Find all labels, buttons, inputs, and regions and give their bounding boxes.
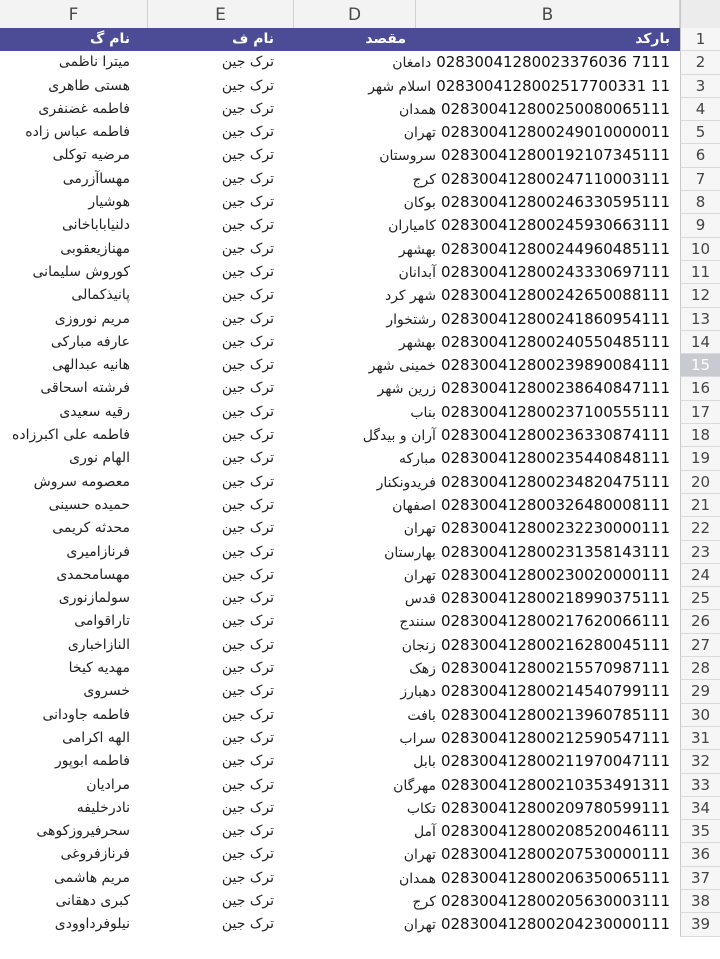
cell-name[interactable]: میترا ناظمی	[58, 54, 130, 71]
cell-name[interactable]: فاطمه ابوپور	[54, 753, 130, 770]
table-row	[0, 657, 720, 680]
cell-name[interactable]: فرنازامیری	[66, 543, 130, 560]
cell-name[interactable]: مرادیان	[86, 776, 130, 793]
cell-destination: بهارستان	[384, 544, 436, 561]
row-number[interactable]: 33	[680, 774, 720, 797]
cell-barcode: 028300412800238640847111	[440, 379, 670, 398]
cell-barcode: 028300412800211970047111	[440, 752, 670, 771]
cell-destination-barcode[interactable]	[294, 98, 680, 121]
row-number[interactable]: 35	[680, 820, 720, 843]
cell-name[interactable]: مهنازیعقوبی	[60, 240, 130, 257]
row-number[interactable]: 1	[680, 28, 720, 51]
row-number[interactable]: 37	[680, 867, 720, 890]
cell-name[interactable]: معصومه سروش	[33, 473, 130, 490]
cell-sender[interactable]: ترک جین	[221, 683, 274, 700]
cell-destination-barcode[interactable]	[294, 144, 680, 167]
cell-name[interactable]: هستی طاهری	[48, 77, 130, 94]
cell-destination-barcode[interactable]	[294, 564, 680, 587]
row-number[interactable]: 12	[680, 284, 720, 307]
cell-destination: تهران	[403, 567, 436, 584]
table-row	[0, 843, 720, 866]
cell-destination: بافت	[407, 707, 436, 724]
cell-destination-barcode[interactable]	[294, 377, 680, 400]
cell-barcode: 028300412800242650088111	[440, 286, 670, 305]
cell-destination-barcode[interactable]	[294, 308, 680, 331]
cell-destination: رشتخوار	[386, 311, 436, 328]
cell-sender[interactable]: ترک جین	[221, 124, 274, 141]
cell-name[interactable]: هوشیار	[88, 194, 130, 211]
cell-name[interactable]: نیلوفرداوودی	[54, 916, 130, 933]
row-number[interactable]: 25	[680, 587, 720, 610]
cell-barcode: 028300412800247110003111	[440, 169, 670, 188]
table-row	[0, 424, 720, 447]
cell-sender[interactable]: ترک جین	[221, 194, 274, 211]
header-cell-sender[interactable]: نام ف	[148, 28, 294, 51]
cell-destination-barcode[interactable]	[294, 704, 680, 727]
cell-barcode: 028300412800326480008111	[440, 495, 670, 514]
row-number[interactable]: 5	[680, 121, 720, 144]
table-row	[0, 890, 720, 913]
cell-destination-barcode[interactable]	[294, 541, 680, 564]
cell-destination: بهشهر	[398, 241, 436, 258]
cell-sender[interactable]: ترک جین	[221, 427, 274, 444]
cell-name[interactable]: الهه اکرامی	[62, 729, 130, 746]
table-row	[0, 727, 720, 750]
cell-destination: زهک	[409, 661, 436, 678]
cell-destination-barcode[interactable]	[294, 727, 680, 750]
cell-destination: همدان	[398, 870, 436, 887]
cell-destination-barcode[interactable]	[294, 890, 680, 913]
cell-name[interactable]: دلنیاباباخانی	[61, 217, 130, 234]
cell-destination: سنندج	[399, 614, 436, 631]
row-number[interactable]: 9	[680, 214, 720, 237]
cell-name[interactable]: فاطمه عباس زاده	[25, 124, 130, 141]
cell-name[interactable]: فاطمه جاودانی	[42, 706, 130, 723]
cell-destination-barcode[interactable]	[294, 331, 680, 354]
cell-destination-barcode[interactable]	[294, 447, 680, 470]
cell-sender[interactable]: ترک جین	[221, 403, 274, 420]
cell-barcode: 028300412800216280045111	[440, 635, 670, 654]
row-number[interactable]: 38	[680, 890, 720, 913]
cell-destination: اصفهان	[392, 497, 436, 514]
cell-destination-barcode[interactable]	[294, 471, 680, 494]
cell-name[interactable]: سولمازنوری	[58, 590, 130, 607]
cell-sender[interactable]: ترک جین	[221, 636, 274, 653]
row-number[interactable]: 20	[680, 471, 720, 494]
cell-barcode: 028300412800235440848111	[440, 449, 670, 468]
row-number[interactable]: 13	[680, 308, 720, 331]
cell-destination-barcode[interactable]	[294, 680, 680, 703]
cell-name[interactable]: فرشته اسحاقی	[40, 380, 130, 397]
cell-destination: بناب	[410, 404, 436, 421]
cell-sender[interactable]: ترک جین	[221, 240, 274, 257]
row-number[interactable]: 29	[680, 680, 720, 703]
cell-name[interactable]: محدثه کریمی	[52, 520, 130, 537]
cell-destination-barcode[interactable]	[294, 51, 680, 74]
row-number[interactable]: 11	[680, 261, 720, 284]
cell-barcode: 028300412800217620066111	[440, 612, 670, 631]
table-row	[0, 308, 720, 331]
cell-sender[interactable]: ترک جین	[221, 77, 274, 94]
cell-destination-barcode[interactable]	[294, 634, 680, 657]
table-row	[0, 144, 720, 167]
cell-name[interactable]: النازاخباری	[67, 636, 130, 653]
row-number[interactable]: 15	[680, 354, 720, 377]
cell-barcode: 028300412800209780599111	[440, 798, 670, 817]
cell-destination: اسلام شهر	[368, 78, 432, 95]
cell-name[interactable]: رقیه سعیدی	[59, 403, 130, 420]
row-number[interactable]: 4	[680, 98, 720, 121]
cell-destination-barcode[interactable]	[294, 797, 680, 820]
cell-name[interactable]: عارفه مبارکی	[50, 333, 130, 350]
cell-destination: بوکان	[403, 195, 436, 212]
table-row	[0, 541, 720, 564]
row-number[interactable]: 16	[680, 377, 720, 400]
cell-destination: دامغان	[392, 55, 432, 72]
cell-sender[interactable]: ترک جین	[221, 566, 274, 583]
cell-destination: تهران	[403, 521, 436, 538]
column-header-d[interactable]: D	[294, 0, 416, 28]
cell-barcode: 028300412800210353491311	[440, 775, 670, 794]
table-row	[0, 587, 720, 610]
row-number[interactable]: 22	[680, 517, 720, 540]
cell-name[interactable]: الهام نوری	[69, 450, 130, 467]
cell-destination-barcode[interactable]	[294, 424, 680, 447]
table-row	[0, 98, 720, 121]
cell-name[interactable]: مهسامحمدی	[56, 566, 130, 583]
table-row	[0, 867, 720, 890]
cell-name[interactable]: مریم نوروزی	[54, 310, 130, 327]
cell-destination-barcode[interactable]	[294, 261, 680, 284]
table-row	[0, 680, 720, 703]
header-cell-destination[interactable]: مقصد	[294, 28, 416, 51]
table-row	[0, 401, 720, 424]
cell-name[interactable]: سحرفیروزکوهی	[36, 823, 130, 840]
cell-destination: فریدونکنار	[376, 474, 436, 491]
cell-barcode: 028300412800207530000111	[440, 845, 670, 864]
cell-name[interactable]: مهدیه کیخا	[68, 660, 130, 677]
cell-name[interactable]: فاطمه غضنفری	[38, 100, 130, 117]
table-row	[0, 913, 720, 936]
table-row	[0, 75, 720, 98]
cell-sender[interactable]: ترک جین	[221, 613, 274, 630]
row-number[interactable]: 39	[680, 913, 720, 936]
cell-destination-barcode[interactable]	[294, 168, 680, 191]
table-row	[0, 774, 720, 797]
cell-name[interactable]: هانیه عبدالهی	[52, 357, 130, 374]
cell-destination: مهرگان	[393, 777, 436, 794]
cell-sender[interactable]: ترک جین	[221, 100, 274, 117]
cell-barcode: 028300412800232230000111	[440, 519, 670, 538]
cell-destination: کرج	[412, 171, 436, 188]
cell-barcode: 028300412800230020000111	[440, 565, 670, 584]
cell-destination: تهران	[403, 125, 436, 142]
cell-name[interactable]: کبری دهقانی	[55, 892, 130, 909]
cell-sender[interactable]: ترک جین	[221, 590, 274, 607]
cell-destination-barcode[interactable]	[294, 284, 680, 307]
cell-destination-barcode[interactable]	[294, 75, 680, 98]
cell-destination-barcode[interactable]	[294, 820, 680, 843]
cell-sender[interactable]: ترک جین	[221, 473, 274, 490]
row-number[interactable]: 36	[680, 843, 720, 866]
select-all-corner[interactable]	[680, 0, 720, 28]
row-number[interactable]: 32	[680, 750, 720, 773]
column-header-bar	[0, 0, 720, 29]
cell-barcode: 028300412800245930663111	[440, 216, 670, 235]
cell-destination-barcode[interactable]	[294, 750, 680, 773]
cell-destination-barcode[interactable]	[294, 610, 680, 633]
table-row	[0, 564, 720, 587]
table-row	[0, 284, 720, 307]
table-row	[0, 121, 720, 144]
cell-name[interactable]: نادرخلیفه	[76, 799, 130, 816]
row-number[interactable]: 21	[680, 494, 720, 517]
cell-barcode: 028300412800241860954111	[440, 309, 670, 328]
cell-sender[interactable]: ترک جین	[221, 706, 274, 723]
table-row	[0, 238, 720, 261]
column-header-f[interactable]: F	[0, 0, 148, 28]
row-number[interactable]: 7	[680, 168, 720, 191]
table-row	[0, 610, 720, 633]
cell-barcode: 028300412800205630003111	[440, 891, 670, 910]
row-number[interactable]: 14	[680, 331, 720, 354]
rows-container	[0, 28, 720, 937]
cell-barcode: 028300412800243330697111	[440, 262, 670, 281]
cell-barcode: 028300412800244960485111	[440, 239, 670, 258]
cell-sender[interactable]: ترک جین	[221, 217, 274, 234]
cell-sender[interactable]: ترک جین	[221, 54, 274, 71]
cell-sender[interactable]: ترک جین	[221, 799, 274, 816]
cell-destination-barcode[interactable]	[294, 587, 680, 610]
cell-destination: کرج	[412, 893, 436, 910]
cell-destination: تکاب	[406, 800, 436, 817]
cell-barcode: 028300412800234820475111	[440, 472, 670, 491]
cell-destination: تهران	[403, 917, 436, 934]
row-number[interactable]: 18	[680, 424, 720, 447]
table-row	[0, 51, 720, 74]
table-row	[0, 261, 720, 284]
cell-destination: شهر کرد	[384, 288, 436, 305]
table-row	[0, 750, 720, 773]
cell-barcode: 028300412800192107345111	[440, 146, 670, 165]
column-header-b[interactable]: B	[416, 0, 680, 28]
cell-barcode: 028300412800240550485111	[440, 332, 670, 351]
cell-sender[interactable]: ترک جین	[221, 543, 274, 560]
cell-destination-barcode[interactable]	[294, 238, 680, 261]
table-row	[0, 214, 720, 237]
cell-destination: بهشهر	[398, 334, 436, 351]
row-number[interactable]: 2	[680, 51, 720, 74]
cell-destination: قدس	[404, 591, 436, 608]
cell-destination-barcode[interactable]	[294, 843, 680, 866]
cell-name[interactable]: مهساآزرمی	[62, 170, 130, 187]
cell-destination-barcode[interactable]	[294, 913, 680, 936]
table-row	[0, 377, 720, 400]
cell-name[interactable]: کوروش سلیمانی	[32, 263, 130, 280]
column-header-e[interactable]: E	[148, 0, 294, 28]
cell-destination-barcode[interactable]	[294, 867, 680, 890]
cell-barcode: 028300412800231358143111	[440, 542, 670, 561]
cell-barcode: 028300412800239890084111	[440, 356, 670, 375]
cell-destination: دهبارز	[400, 684, 436, 701]
row-number[interactable]: 3	[680, 75, 720, 98]
table-row	[0, 517, 720, 540]
cell-destination-barcode[interactable]	[294, 657, 680, 680]
table-row	[0, 191, 720, 214]
cell-barcode: 028300412800206350065111	[440, 868, 670, 887]
cell-destination-barcode[interactable]	[294, 401, 680, 424]
header-cell-name[interactable]: نام گ	[0, 28, 148, 51]
cell-destination: خمینی شهر	[368, 358, 436, 375]
cell-barcode: 028300412800249010000011	[440, 123, 670, 142]
cell-destination: همدان	[398, 101, 436, 118]
row-number[interactable]: 31	[680, 727, 720, 750]
cell-destination-barcode[interactable]	[294, 191, 680, 214]
cell-sender[interactable]: ترک جین	[221, 846, 274, 863]
row-number[interactable]: 8	[680, 191, 720, 214]
table-row	[0, 797, 720, 820]
cell-name[interactable]: تاراقوامی	[74, 613, 130, 630]
cell-destination: کامیاران	[388, 218, 436, 235]
cell-sender[interactable]: ترک جین	[221, 287, 274, 304]
cell-sender[interactable]: ترک جین	[221, 357, 274, 374]
cell-barcode: 028300412800204230000111	[440, 915, 670, 934]
cell-barcode: 028300412800208520046111	[440, 822, 670, 841]
cell-sender[interactable]: ترک جین	[221, 450, 274, 467]
cell-destination: زنجان	[401, 637, 436, 654]
cell-name[interactable]: فاطمه علی اکبرزاده	[12, 427, 130, 444]
cell-destination: آران و بیدگل	[362, 428, 436, 445]
cell-sender[interactable]: ترک جین	[221, 147, 274, 164]
cell-barcode: 028300412800212590547111	[440, 728, 670, 747]
cell-destination-barcode[interactable]	[294, 121, 680, 144]
row-number[interactable]: 34	[680, 797, 720, 820]
cell-sender[interactable]: ترک جین	[221, 380, 274, 397]
cell-destination: تهران	[403, 847, 436, 864]
cell-destination-barcode[interactable]	[294, 517, 680, 540]
table-row	[0, 331, 720, 354]
cell-destination: سراب	[399, 730, 436, 747]
cell-sender[interactable]: ترک جین	[221, 520, 274, 537]
cell-destination: آمل	[413, 824, 436, 841]
cell-barcode: 0283004128002517700331 11	[436, 76, 670, 95]
header-cell-barcode[interactable]: بارکد	[416, 28, 680, 51]
cell-sender[interactable]: ترک جین	[221, 170, 274, 187]
cell-name[interactable]: حمیده حسینی	[48, 496, 130, 513]
cell-destination: آبدانان	[398, 264, 436, 281]
table-row	[0, 494, 720, 517]
cell-destination: زرین شهر	[377, 381, 436, 398]
row-number[interactable]: 6	[680, 144, 720, 167]
row-number[interactable]: 17	[680, 401, 720, 424]
row-number[interactable]: 10	[680, 238, 720, 261]
row-number[interactable]: 27	[680, 634, 720, 657]
cell-sender[interactable]: ترک جین	[221, 823, 274, 840]
cell-destination: سروستان	[379, 148, 436, 165]
table-row	[0, 168, 720, 191]
cell-name[interactable]: فرنازفروغی	[60, 846, 130, 863]
cell-sender[interactable]: ترک جین	[221, 729, 274, 746]
table-row	[0, 634, 720, 657]
cell-destination-barcode[interactable]	[294, 214, 680, 237]
cell-barcode: 02830041280023376036 7111	[436, 53, 670, 72]
cell-destination-barcode[interactable]	[294, 494, 680, 517]
cell-sender[interactable]: ترک جین	[221, 496, 274, 513]
cell-barcode: 028300412800213960785111	[440, 705, 670, 724]
row-number[interactable]: 24	[680, 564, 720, 587]
cell-barcode: 028300412800214540799111	[440, 682, 670, 701]
cell-barcode: 028300412800250080065111	[440, 99, 670, 118]
row-number[interactable]: 19	[680, 447, 720, 470]
cell-barcode: 028300412800236330874111	[440, 426, 670, 445]
cell-barcode: 028300412800218990375111	[440, 589, 670, 608]
table-row	[0, 447, 720, 470]
cell-sender[interactable]: ترک جین	[221, 892, 274, 909]
cell-sender[interactable]: ترک جین	[221, 310, 274, 327]
row-number[interactable]: 28	[680, 657, 720, 680]
cell-name[interactable]: مریم هاشمی	[53, 869, 130, 886]
cell-name[interactable]: پانیذکمالی	[71, 287, 130, 304]
cell-sender[interactable]: ترک جین	[221, 869, 274, 886]
row-number[interactable]: 26	[680, 610, 720, 633]
cell-destination-barcode[interactable]	[294, 774, 680, 797]
row-number[interactable]: 23	[680, 541, 720, 564]
header-row	[0, 28, 720, 51]
cell-barcode: 028300412800237100555111	[440, 402, 670, 421]
row-number[interactable]: 30	[680, 704, 720, 727]
cell-name[interactable]: مرضیه توکلی	[52, 147, 130, 164]
cell-barcode: 028300412800246330595111	[440, 193, 670, 212]
cell-sender[interactable]: ترک جین	[221, 753, 274, 770]
table-row	[0, 820, 720, 843]
cell-destination: مبارکه	[399, 451, 436, 468]
cell-sender[interactable]: ترک جین	[221, 916, 274, 933]
cell-sender[interactable]: ترک جین	[221, 263, 274, 280]
cell-destination-barcode[interactable]	[294, 354, 680, 377]
cell-destination: بابل	[413, 754, 436, 771]
cell-sender[interactable]: ترک جین	[221, 660, 274, 677]
table-row	[0, 354, 720, 377]
table-row	[0, 704, 720, 727]
cell-name[interactable]: خسروی	[83, 683, 130, 700]
cell-sender[interactable]: ترک جین	[221, 776, 274, 793]
cell-sender[interactable]: ترک جین	[221, 333, 274, 350]
table-row	[0, 471, 720, 494]
cell-barcode: 028300412800215570987111	[440, 659, 670, 678]
